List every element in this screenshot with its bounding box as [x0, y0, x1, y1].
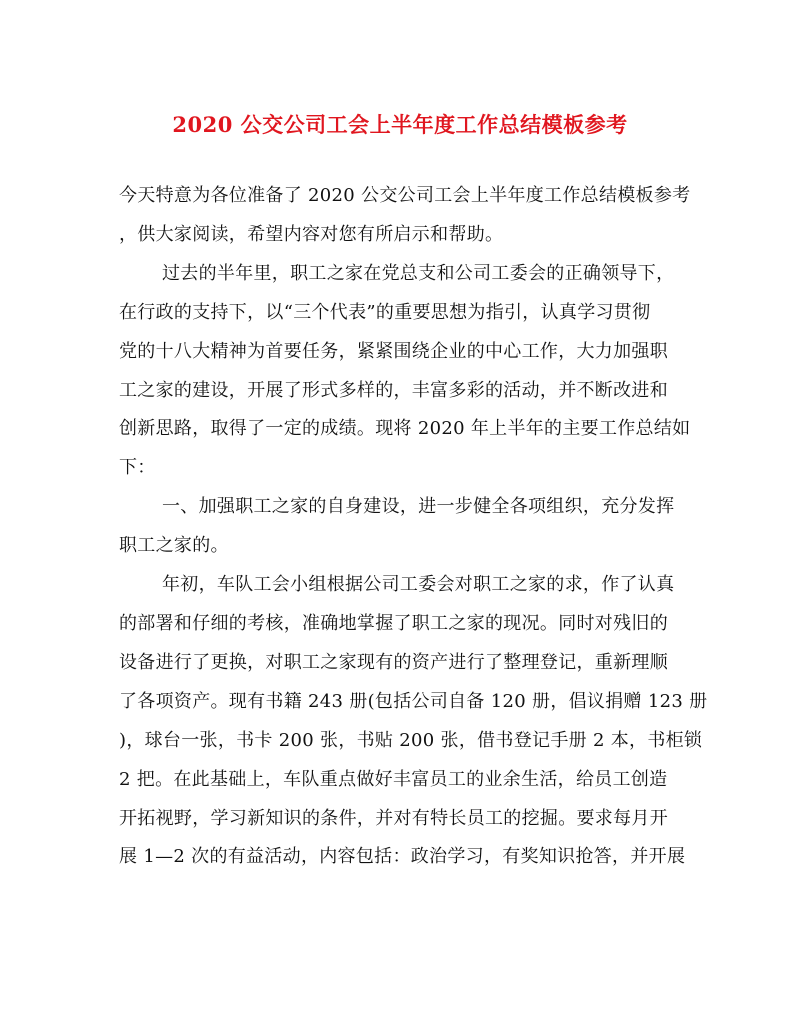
text-line: 今天特意为各位准备了 2020 公交公司工会上半年度工作总结模板参考	[119, 185, 691, 206]
document-body	[119, 177, 708, 877]
text-line: 党的十八大精神为首要任务，紧紧围绕企业的中心工作，大力加强职	[119, 340, 668, 362]
text-line: 设备进行了更换，对职工之家现有的资产进行了整理登记，重新理顺	[119, 651, 668, 673]
text-line: 了各项资产。现有书籍 243 册(包括公司自备 120 册，倡议捐赠 123 册	[119, 690, 708, 712]
text-line: 过去的半年里，职工之家在党总支和公司工委会的正确领导下，	[162, 262, 675, 284]
text-line: 创新思路，取得了一定的成绩。现将 2020 年上半年的主要工作总结如	[119, 418, 691, 440]
text-line: 在行政的支持下，以“三个代表”的重要思想为指引，认真学习贯彻	[119, 301, 651, 323]
text-line: 2 把。在此基础上，车队重点做好丰富员工的业余生活，给员工创造	[119, 768, 668, 790]
text-line: ，供大家阅读，希望内容对您有所启示和帮助。	[119, 223, 504, 245]
text-line: 年初，车队工会小组根据公司工委会对职工之家的求，作了认真	[162, 574, 675, 596]
document-title: 2020 公交公司工会上半年度工作总结模板参考	[172, 112, 628, 137]
text-line: 一、加强职工之家的自身建设，进一步健全各项组织，充分发挥	[162, 496, 675, 518]
text-line: 下：	[119, 457, 156, 479]
text-line: 工之家的建设，开展了形式多样的，丰富多彩的活动，并不断改进和	[119, 379, 668, 401]
text-line: 展 1—2 次的有益活动，内容包括：政治学习，有奖知识抢答，并开展	[119, 846, 686, 868]
text-line: 的部署和仔细的考核，准确地掌握了职工之家的现况。同时对残旧的	[119, 612, 668, 634]
text-line: 开拓视野，学习新知识的条件，并对有特长员工的挖掘。要求每月开	[119, 807, 668, 829]
text-line: 职工之家的。	[119, 535, 229, 557]
text-line: )，球台一张，书卡 200 张，书贴 200 张，借书登记手册 2 本，书柜锁	[119, 729, 703, 751]
